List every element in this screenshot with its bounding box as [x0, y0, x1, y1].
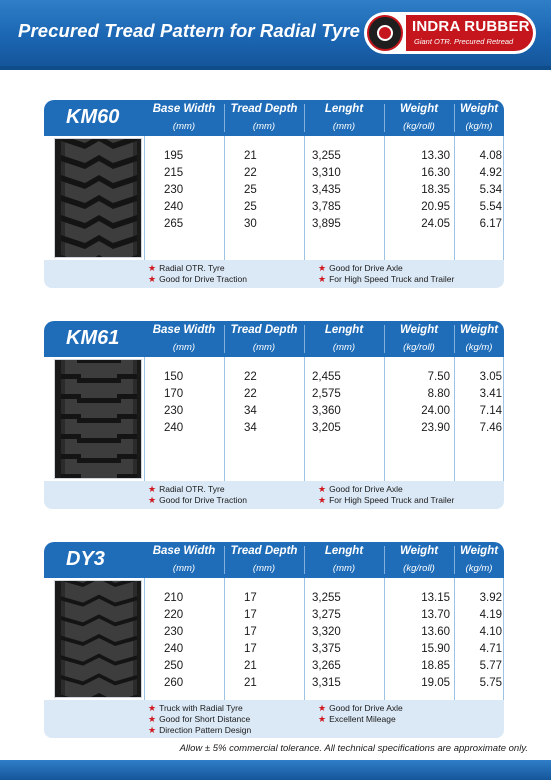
column-divider	[454, 357, 455, 481]
feature-text: Good for Drive Axle	[329, 263, 403, 273]
table-cell: 21	[244, 660, 257, 672]
table-cell: 220	[164, 609, 184, 621]
table-cell: 21	[244, 677, 257, 689]
column-unit: (mm)	[172, 342, 196, 353]
feature-item	[318, 274, 454, 285]
product-name: DY3	[44, 542, 144, 578]
table-cell: 5.34	[479, 184, 502, 196]
table-cell: 3,255	[312, 150, 341, 162]
feature-item	[318, 703, 403, 714]
header-divider	[454, 104, 455, 132]
column-unit: (mm)	[172, 563, 196, 574]
table-cell: 3,785	[312, 201, 341, 213]
column-divider	[224, 136, 225, 260]
table-cell: 17	[244, 626, 257, 638]
table-cell: 3,275	[312, 609, 341, 621]
feature-item	[148, 274, 247, 285]
star-icon: ★	[318, 274, 327, 284]
footer-bar	[0, 760, 551, 780]
table-cell: 4.08	[479, 150, 502, 162]
column-divider	[454, 578, 455, 700]
table-cell: 260	[164, 677, 184, 689]
product-name: KM61	[44, 321, 144, 357]
column-divider	[304, 136, 305, 260]
column-label: Base Width	[152, 103, 216, 115]
table-cell: 2,575	[312, 388, 341, 400]
header-divider	[224, 546, 225, 574]
table-cell: 230	[164, 405, 184, 417]
table-cell: 19.05	[421, 677, 450, 689]
table-cell: 6.17	[479, 218, 502, 230]
column-header	[144, 542, 224, 578]
product-section-km61	[44, 321, 504, 509]
feature-text: Radial OTR. Tyre	[159, 263, 225, 273]
column-header	[384, 542, 454, 578]
table-cell: 4.92	[479, 167, 502, 179]
table-cell: 4.10	[479, 626, 502, 638]
table-cell: 17	[244, 643, 257, 655]
table-cell: 7.14	[479, 405, 502, 417]
table-cell: 195	[164, 150, 184, 162]
table-cell: 20.95	[421, 201, 450, 213]
tread-pattern-image	[54, 138, 142, 258]
header-divider	[454, 325, 455, 353]
column-unit: (kg/m)	[465, 342, 493, 353]
column-label: Base Width	[152, 545, 216, 557]
column-label: Lenght	[324, 545, 364, 557]
header-divider	[384, 104, 385, 132]
table-cell: 230	[164, 626, 184, 638]
column-unit: (mm)	[332, 121, 356, 132]
table-cell: 240	[164, 201, 184, 213]
column-unit: (kg/m)	[465, 121, 493, 132]
column-header	[454, 542, 504, 578]
column-label: Weight	[399, 103, 439, 115]
product-section-km60	[44, 100, 504, 288]
feature-item	[148, 495, 247, 506]
column-label: Weight	[399, 545, 439, 557]
table-cell: 5.77	[479, 660, 502, 672]
star-icon: ★	[318, 263, 327, 273]
star-icon: ★	[148, 263, 157, 273]
column-label: Base Width	[152, 324, 216, 336]
column-header	[454, 321, 504, 357]
column-header	[224, 542, 304, 578]
feature-text: Radial OTR. Tyre	[159, 484, 225, 494]
column-label: Weight	[459, 545, 499, 557]
table-cell: 5.54	[479, 201, 502, 213]
table-cell: 13.70	[421, 609, 450, 621]
table-cell: 3,895	[312, 218, 341, 230]
header-divider	[304, 104, 305, 132]
column-divider	[384, 578, 385, 700]
table-cell: 3,255	[312, 592, 341, 604]
product-section-dy3	[44, 542, 504, 738]
table-cell: 18.35	[421, 184, 450, 196]
feature-text: Good for Drive Axle	[329, 703, 403, 713]
column-unit: (kg/roll)	[403, 121, 435, 132]
table-cell: 250	[164, 660, 184, 672]
column-unit: (mm)	[172, 121, 196, 132]
spec-table-body	[144, 136, 504, 260]
column-unit: (mm)	[252, 121, 276, 132]
feature-item	[318, 263, 403, 274]
table-cell: 7.46	[479, 422, 502, 434]
table-cell: 4.19	[479, 609, 502, 621]
feature-list	[44, 260, 504, 288]
brand-tagline: Giant OTR. Precured Retread	[414, 37, 514, 46]
feature-text: Excellent Mileage	[329, 714, 396, 724]
column-header	[224, 321, 304, 357]
column-unit: (kg/roll)	[403, 563, 435, 574]
header-divider	[224, 104, 225, 132]
table-cell: 34	[244, 422, 257, 434]
feature-text: Good for Drive Traction	[159, 274, 247, 284]
column-header	[144, 321, 224, 357]
column-divider	[304, 578, 305, 700]
column-unit: (mm)	[252, 342, 276, 353]
feature-item	[318, 714, 396, 725]
column-divider	[144, 136, 145, 260]
column-unit: (kg/m)	[465, 563, 493, 574]
feature-text: Good for Drive Traction	[159, 495, 247, 505]
table-cell: 17	[244, 609, 257, 621]
table-cell: 3,360	[312, 405, 341, 417]
table-cell: 240	[164, 422, 184, 434]
table-cell: 3.41	[479, 388, 502, 400]
tread-pattern-graphic	[55, 360, 142, 479]
feature-item	[148, 263, 225, 274]
column-header	[384, 100, 454, 136]
product-name: KM60	[44, 100, 144, 136]
table-cell: 3,265	[312, 660, 341, 672]
column-header	[384, 321, 454, 357]
table-cell: 230	[164, 184, 184, 196]
column-divider	[224, 357, 225, 481]
table-cell: 5.75	[479, 677, 502, 689]
table-cell: 13.60	[421, 626, 450, 638]
spec-table-body	[144, 357, 504, 481]
column-divider	[144, 357, 145, 481]
table-cell: 7.50	[427, 371, 450, 383]
table-cell: 13.15	[421, 592, 450, 604]
tread-pattern-graphic	[55, 581, 142, 698]
column-label: Tread Depth	[230, 545, 298, 557]
feature-item	[148, 484, 225, 495]
brand-name: INDRA RUBBER	[412, 18, 530, 35]
column-label: Tread Depth	[230, 324, 298, 336]
column-label: Weight	[459, 324, 499, 336]
tread-pattern-image	[54, 580, 142, 698]
table-cell: 2,455	[312, 371, 341, 383]
table-cell: 3,375	[312, 643, 341, 655]
column-unit: (kg/roll)	[403, 342, 435, 353]
table-cell: 215	[164, 167, 184, 179]
table-cell: 3,310	[312, 167, 341, 179]
feature-text: Direction Pattern Design	[159, 725, 252, 735]
feature-item	[148, 703, 243, 714]
table-cell: 3,435	[312, 184, 341, 196]
table-cell: 13.30	[421, 150, 450, 162]
column-divider	[454, 136, 455, 260]
page-header	[0, 0, 551, 66]
star-icon: ★	[148, 495, 157, 505]
column-header	[304, 542, 384, 578]
table-cell: 4.71	[479, 643, 502, 655]
spec-table-body	[144, 578, 504, 700]
column-unit: (mm)	[332, 563, 356, 574]
star-icon: ★	[148, 725, 157, 735]
feature-text: Good for Short Distance	[159, 714, 251, 724]
table-cell: 3.05	[479, 371, 502, 383]
table-cell: 21	[244, 150, 257, 162]
table-cell: 210	[164, 592, 184, 604]
tread-pattern-graphic	[55, 139, 142, 258]
star-icon: ★	[318, 495, 327, 505]
table-cell: 240	[164, 643, 184, 655]
column-divider	[224, 578, 225, 700]
table-header	[144, 542, 504, 578]
table-cell: 22	[244, 167, 257, 179]
table-cell: 18.85	[421, 660, 450, 672]
table-cell: 3,315	[312, 677, 341, 689]
column-header	[144, 100, 224, 136]
star-icon: ★	[318, 703, 327, 713]
tolerance-footnote: Allow ± 5% commercial tolerance. All technical specifications are approximate only.	[179, 743, 528, 754]
table-cell: 16.30	[421, 167, 450, 179]
star-icon: ★	[318, 484, 327, 494]
header-divider	[454, 546, 455, 574]
feature-text: Truck with Radial Tyre	[159, 703, 243, 713]
table-header	[144, 100, 504, 136]
feature-list	[44, 481, 504, 509]
table-cell: 34	[244, 405, 257, 417]
star-icon: ★	[318, 714, 327, 724]
table-cell: 3.92	[479, 592, 502, 604]
star-icon: ★	[148, 703, 157, 713]
column-unit: (mm)	[332, 342, 356, 353]
feature-item	[318, 484, 403, 495]
table-cell: 3,320	[312, 626, 341, 638]
column-label: Weight	[399, 324, 439, 336]
table-cell: 17	[244, 592, 257, 604]
star-icon: ★	[148, 274, 157, 284]
table-cell: 24.00	[421, 405, 450, 417]
column-unit: (mm)	[252, 563, 276, 574]
table-cell: 265	[164, 218, 184, 230]
brand-logo	[364, 12, 536, 54]
star-icon: ★	[148, 484, 157, 494]
column-divider	[304, 357, 305, 481]
feature-text: Good for Drive Axle	[329, 484, 403, 494]
column-divider	[384, 136, 385, 260]
header-divider	[304, 546, 305, 574]
tread-pattern-image	[54, 359, 142, 479]
table-cell: 30	[244, 218, 257, 230]
feature-item	[318, 495, 454, 506]
feature-list	[44, 700, 504, 738]
star-icon: ★	[148, 714, 157, 724]
table-cell: 25	[244, 201, 257, 213]
header-divider	[304, 325, 305, 353]
header-divider	[384, 325, 385, 353]
column-label: Lenght	[324, 103, 364, 115]
table-cell: 3,205	[312, 422, 341, 434]
table-cell: 22	[244, 388, 257, 400]
page-title: Precured Tread Pattern for Radial Tyre	[18, 20, 361, 41]
column-divider	[384, 357, 385, 481]
column-label: Lenght	[324, 324, 364, 336]
table-header	[144, 321, 504, 357]
column-label: Weight	[459, 103, 499, 115]
table-cell: 15.90	[421, 643, 450, 655]
header-divider	[224, 325, 225, 353]
table-cell: 25	[244, 184, 257, 196]
header-divider	[384, 546, 385, 574]
table-cell: 170	[164, 388, 184, 400]
feature-text: For High Speed Truck and Trailer	[329, 274, 455, 284]
column-header	[224, 100, 304, 136]
column-divider	[503, 578, 504, 700]
column-divider	[144, 578, 145, 700]
logo-emblem-icon	[367, 15, 403, 51]
table-cell: 150	[164, 371, 184, 383]
feature-item	[148, 725, 251, 736]
table-cell: 23.90	[421, 422, 450, 434]
column-label: Tread Depth	[230, 103, 298, 115]
column-divider	[503, 136, 504, 260]
feature-text: For High Speed Truck and Trailer	[329, 495, 455, 505]
column-divider	[503, 357, 504, 481]
column-header	[304, 321, 384, 357]
column-header	[454, 100, 504, 136]
table-cell: 8.80	[427, 388, 450, 400]
column-header	[304, 100, 384, 136]
header-divider	[0, 66, 551, 70]
feature-item	[148, 714, 250, 725]
table-cell: 24.05	[421, 218, 450, 230]
table-cell: 22	[244, 371, 257, 383]
